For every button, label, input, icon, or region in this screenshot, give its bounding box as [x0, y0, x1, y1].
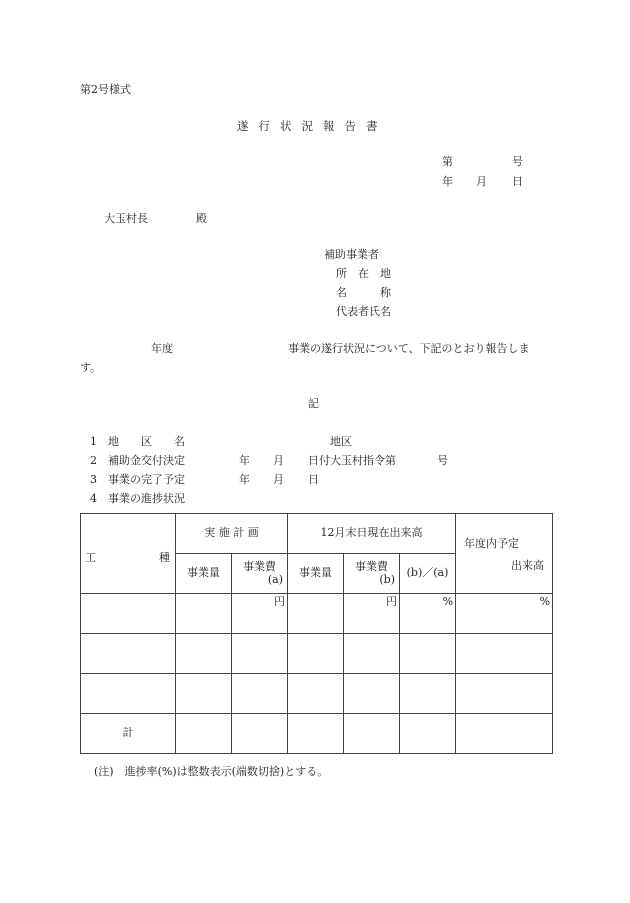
- item-3-day: 日: [308, 473, 319, 486]
- header-actual: 12月末日現在出来高: [288, 514, 456, 554]
- total-row: [81, 714, 553, 754]
- header-actual-cost-b: (b): [379, 572, 395, 586]
- item-2-label: 補助金交付決定: [108, 454, 185, 467]
- header-kind-left: 工: [85, 551, 96, 564]
- item-3-label: 事業の完了予定: [108, 473, 185, 486]
- item-2-month: 月: [273, 454, 284, 467]
- item-1-label: 地 区 名: [108, 435, 185, 448]
- item-3-no: 3: [90, 473, 97, 486]
- total-label: 計: [81, 714, 176, 754]
- unit-yen-actual: 円: [386, 595, 397, 608]
- item-2-no: 2: [90, 454, 97, 467]
- header-nextyear: [456, 514, 553, 594]
- unit-yen-plan: 円: [274, 595, 285, 608]
- header-kind: [81, 514, 176, 594]
- header-plan-cost: [232, 554, 288, 594]
- header-ratio: (b)／(a): [400, 554, 456, 594]
- header-actual-cost: [344, 554, 400, 594]
- progress-table: [80, 513, 553, 754]
- header-nextyear-line2: 出来高: [511, 559, 545, 572]
- date-day: 日: [512, 175, 523, 188]
- table-row: [81, 634, 553, 674]
- item-1-no: 1: [90, 435, 97, 448]
- header-plan-cost-a: (a): [267, 572, 283, 586]
- header-nextyear-line1: 年度内予定: [464, 537, 520, 550]
- header-actual-cost-label: 事業費: [355, 559, 388, 573]
- header-plan-cost-label: 事業費: [243, 559, 276, 573]
- header-actual-volume: 事業量: [288, 554, 344, 594]
- header-kind-right: 種: [159, 551, 170, 564]
- header-plan: 実 施 計 画: [176, 514, 288, 554]
- applicant-heading: 補助事業者: [324, 248, 379, 261]
- addressee-honorific: 殿: [196, 212, 207, 225]
- body-line1: 事業の遂行状況について、下記のとおり報告しま: [288, 342, 530, 355]
- date-year: 年: [442, 175, 453, 188]
- item-4-label: 事業の進捗状況: [108, 492, 185, 505]
- addressee-name: 大玉村長: [104, 212, 148, 225]
- item-1-area: 地区: [330, 435, 352, 448]
- doc-number-dai: 第: [442, 155, 453, 168]
- applicant-address-label: 所 在 地: [336, 267, 391, 280]
- form-number: 第2号様式: [80, 83, 131, 96]
- date-month: 月: [476, 175, 487, 188]
- table-row: [81, 674, 553, 714]
- body-line2: す。: [80, 361, 102, 374]
- doc-number-go: 号: [512, 155, 523, 168]
- document-title: 遂行状況報告書: [237, 119, 388, 133]
- item-2-year: 年: [239, 454, 250, 467]
- header-plan-volume: 事業量: [176, 554, 232, 594]
- applicant-name-label: 名 称: [336, 286, 391, 299]
- unit-percent-nextyear: %: [539, 595, 551, 608]
- item-3-month: 月: [273, 473, 284, 486]
- footnote: (注) 進捗率(%)は整数表示(端数切捨)とする。: [94, 765, 329, 778]
- item-3-year: 年: [239, 473, 250, 486]
- item-2-go: 号: [437, 454, 448, 467]
- body-fiscal-year: 年度: [151, 342, 173, 355]
- item-2-rest: 日付大玉村指令第: [308, 454, 396, 467]
- unit-percent-ratio: %: [442, 595, 454, 608]
- item-4-no: 4: [90, 492, 97, 505]
- ki-heading: 記: [308, 397, 319, 410]
- applicant-rep-label: 代表者氏名: [336, 305, 391, 318]
- table-row: [81, 594, 553, 634]
